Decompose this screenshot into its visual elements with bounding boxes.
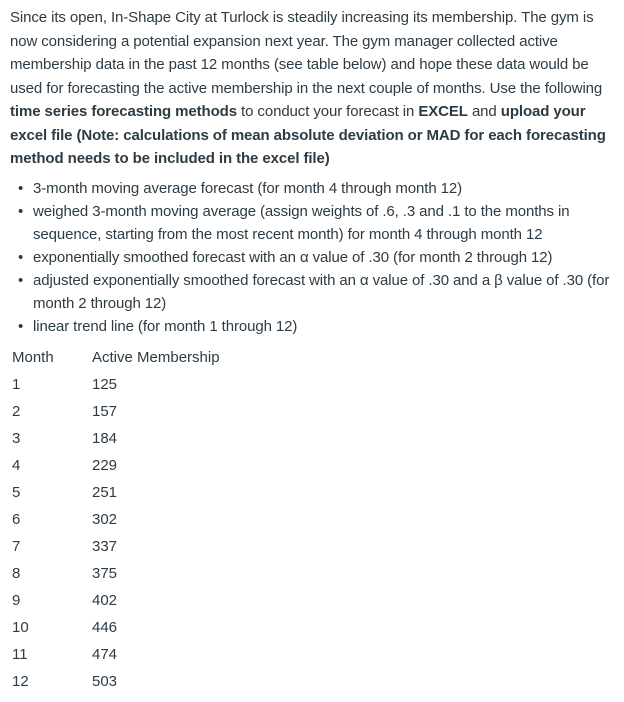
intro-bold-excel: EXCEL xyxy=(418,103,468,120)
cell-month: 5 xyxy=(12,483,21,501)
header-active-membership: Active Membership xyxy=(92,348,220,366)
bullet-icon: • xyxy=(18,202,24,220)
cell-membership: 375 xyxy=(92,564,118,582)
intro-text-2: to conduct your forecast in xyxy=(236,103,419,120)
method-text: 3-month moving average forecast (for month 4 through month 12) xyxy=(33,179,463,197)
table-row xyxy=(10,371,220,398)
cell-membership: 503 xyxy=(92,672,118,690)
table-header-row xyxy=(10,344,220,371)
cell-membership: 229 xyxy=(92,456,118,474)
list-item xyxy=(18,200,614,246)
cell-membership: 402 xyxy=(92,591,118,609)
cell-membership: 251 xyxy=(92,483,118,501)
table-row xyxy=(10,479,220,506)
cell-month: 6 xyxy=(12,510,21,528)
cell-month: 9 xyxy=(12,591,21,609)
cell-month: 1 xyxy=(12,375,21,393)
cell-month: 8 xyxy=(12,564,21,582)
cell-month: 10 xyxy=(12,618,29,636)
method-text: weighed 3-month moving average (assign weights of .6, .3 and .1 to the months in sequence, starting from the most recent month) for month 4 through month 12 xyxy=(33,202,570,243)
membership-table xyxy=(10,344,220,695)
table-row xyxy=(10,614,220,641)
cell-month: 3 xyxy=(12,429,21,447)
method-text: adjusted exponentially smoothed forecast with an α value of .30 and a β value of .30 (for month 2 through 12) xyxy=(33,271,610,312)
intro-bold-upload: upload your excel file (Note: calculations of mean absolute deviation or MAD for each forecasting method needs to be included in the excel file) xyxy=(10,103,606,167)
cell-month: 7 xyxy=(12,537,21,555)
table-row xyxy=(10,425,220,452)
bullet-icon: • xyxy=(18,248,24,266)
bullet-icon: • xyxy=(18,317,24,335)
table-row xyxy=(10,533,220,560)
cell-membership: 474 xyxy=(92,645,118,663)
intro-bold-methods: time series forecasting methods xyxy=(10,103,237,120)
table-row xyxy=(10,398,220,425)
method-text: exponentially smoothed forecast with an α value of .30 (for month 2 through 12) xyxy=(33,248,553,266)
table-row xyxy=(10,560,220,587)
bullet-icon: • xyxy=(18,179,24,197)
cell-membership: 446 xyxy=(92,618,118,636)
method-text: linear trend line (for month 1 through 12) xyxy=(33,317,298,335)
table-row xyxy=(10,452,220,479)
methods-list xyxy=(10,177,614,338)
list-item xyxy=(18,246,614,269)
cell-membership: 157 xyxy=(92,402,118,420)
cell-membership: 337 xyxy=(92,537,118,555)
table-row xyxy=(10,641,220,668)
intro-paragraph xyxy=(10,6,614,171)
table-row xyxy=(10,587,220,614)
intro-text-3: and xyxy=(467,103,501,120)
cell-month: 11 xyxy=(12,645,28,663)
cell-month: 12 xyxy=(12,672,29,690)
list-item xyxy=(18,315,614,338)
intro-text-1: Since its open, In-Shape City at Turlock is steadily increasing its membership. The gym is now considering a potential expansion next year. The gym manager collected active membership data in the past 12 months (see table below) and hope these data would be used for forecasting the active membership in the next couple of months. Use the following xyxy=(10,9,603,97)
list-item xyxy=(18,177,614,200)
list-item xyxy=(18,269,614,315)
cell-membership: 184 xyxy=(92,429,118,447)
bullet-icon: • xyxy=(18,271,24,289)
cell-month: 2 xyxy=(12,402,21,420)
table-row xyxy=(10,668,220,695)
table-row xyxy=(10,506,220,533)
cell-membership: 125 xyxy=(92,375,118,393)
cell-month: 4 xyxy=(12,456,21,474)
cell-membership: 302 xyxy=(92,510,118,528)
header-month: Month xyxy=(12,348,54,366)
